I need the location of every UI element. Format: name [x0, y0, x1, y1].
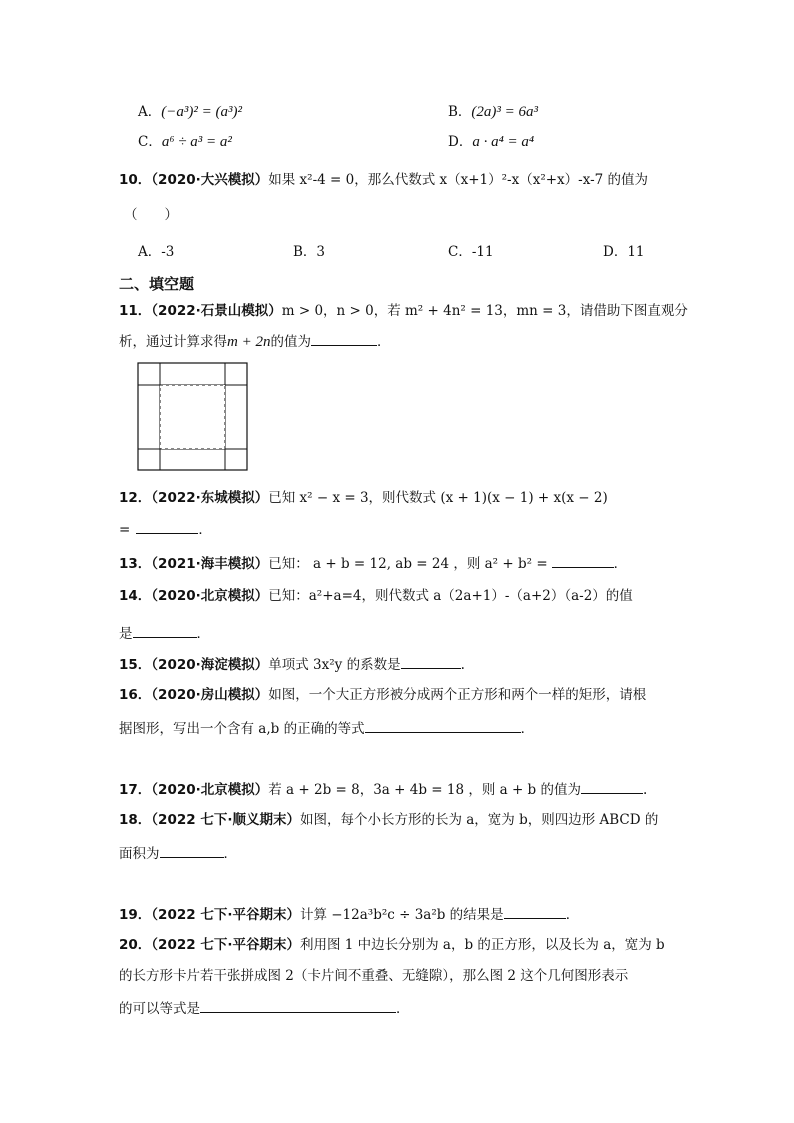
- q16-number: 16．: [119, 687, 152, 703]
- q11-figure: [137, 362, 249, 472]
- q13-number: 13．: [119, 556, 152, 572]
- q19-text: 计算 −12a³b²c ÷ 3a²b 的结果是: [299, 907, 504, 923]
- q14-source: （2020·北京模拟）: [151, 588, 269, 604]
- q17-source: （2020·北京模拟）: [151, 782, 269, 798]
- q12-answer-line: [119, 519, 212, 539]
- q11-line2: [119, 331, 390, 351]
- q10-source: （2020·大兴模拟）: [151, 172, 269, 188]
- q16-answer-blank[interactable]: [365, 718, 521, 733]
- q9-option-d-expr: a · a⁴ = a⁴: [472, 134, 535, 150]
- q20-number: 20．: [119, 937, 152, 953]
- q11-expr: m + 2n: [227, 334, 271, 350]
- q14-text: 已知：a²+a=4，则代数式 a（2a+1）-（a+2）（a-2）的值: [268, 588, 633, 604]
- q13-answer-blank[interactable]: [552, 553, 614, 568]
- q16-text-2: 据图形，写出一个含有 a,b 的正确的等式: [119, 721, 365, 737]
- q20-line3: [119, 998, 410, 1018]
- q20-end: ．: [396, 1001, 410, 1017]
- q11-end: ．: [376, 334, 391, 350]
- q12-number: 12．: [119, 490, 152, 506]
- q19-answer-blank[interactable]: [504, 904, 566, 919]
- q18-source: （2022 七下·顺义期末）: [151, 812, 300, 828]
- q17-text: 若 a + 2b = 8，3a + 4b = 18 ，则 a + b 的值为: [268, 782, 581, 798]
- q14-text-2: 是: [119, 626, 133, 642]
- q14-answer-blank[interactable]: [133, 623, 197, 638]
- q15-number: 15．: [119, 657, 152, 673]
- q15-answer-blank[interactable]: [401, 654, 461, 669]
- q16-line2: [119, 718, 534, 738]
- q15-end: .: [460, 657, 465, 673]
- q10-option-b: B．3: [293, 244, 326, 260]
- q18-end: ．: [223, 846, 237, 862]
- q9-option-d-label: D．: [448, 134, 473, 150]
- q9-option-c-expr: a⁶ ÷ a³ = a²: [161, 134, 232, 150]
- q16-text: 如图，一个大正方形被分成两个正方形和两个一样的矩形，请根: [268, 687, 647, 703]
- q18-text-2: 面积为: [119, 846, 160, 862]
- q16-end: ．: [520, 721, 535, 737]
- q19-source: （2022 七下·平谷期末）: [151, 907, 300, 923]
- q18-line2: [119, 843, 237, 863]
- q10-stem: [119, 171, 648, 189]
- q17-end: .: [643, 782, 648, 798]
- q11-source: （2022·石景山模拟）: [151, 303, 282, 319]
- q14-end: ．: [196, 626, 210, 642]
- q20-source: （2022 七下·平谷期末）: [151, 937, 300, 953]
- q11-answer-blank[interactable]: [311, 331, 377, 346]
- q17-answer-blank[interactable]: [581, 779, 643, 794]
- q12-source: （2022·东城模拟）: [151, 490, 269, 506]
- q9-option-a-expr: (−a³)² = (a³)²: [161, 104, 242, 120]
- q20-line1: [119, 936, 665, 954]
- section-heading-fill-in: 二、填空题: [119, 275, 195, 293]
- q9-option-c: [138, 133, 232, 151]
- q18-text: 如图，每个小长方形的长为 a，宽为 b，则四边形 ABCD 的: [299, 812, 659, 828]
- q12-stem: [119, 489, 608, 507]
- q10-option-a: A．-3: [138, 244, 175, 260]
- q15-text: 单项式 3x²y 的系数是: [268, 657, 401, 673]
- q13-stem: [119, 553, 627, 573]
- q14-answer-line: [119, 623, 210, 643]
- q14-stem: [119, 587, 633, 605]
- q11-number: 11．: [119, 303, 152, 319]
- q9-option-a-label: A．: [138, 104, 162, 120]
- q17-number: 17．: [119, 782, 152, 798]
- q16-source: （2020·房山模拟）: [151, 687, 269, 703]
- q19-end: ．: [565, 907, 580, 923]
- q10-paren: （ ）: [124, 207, 178, 223]
- q12-end: ．: [198, 522, 212, 538]
- q18-number: 18．: [119, 812, 152, 828]
- q11-text-2c: 的值为: [270, 334, 311, 350]
- q15-stem: [119, 654, 465, 674]
- q16-line1: [119, 686, 646, 704]
- q20-text: 利用图 1 中边长分别为 a，b 的正方形，以及长为 a，宽为 b: [299, 937, 665, 953]
- q13-end: ．: [613, 556, 628, 572]
- q12-equals: =: [119, 522, 131, 538]
- q11-text: m > 0，n > 0，若 m² + 4n² = 13，mn = 3，请借助下图直观分: [281, 303, 688, 319]
- q9-option-c-label: C．: [138, 134, 162, 150]
- q9-option-b: [448, 103, 538, 121]
- q20-text-3: 的可以等式是: [119, 1001, 200, 1017]
- q11-line1: [119, 302, 688, 320]
- q11-figure-inner-fill: [160, 385, 225, 449]
- q18-answer-blank[interactable]: [160, 843, 224, 858]
- q10-text: 如果 x²-4 = 0，那么代数式 x（x+1）²-x（x²+x）-x-7 的值为: [268, 172, 649, 188]
- q13-text: 已知： a + b = 12, ab = 24 ，则 a² + b² =: [268, 556, 548, 572]
- q12-answer-blank[interactable]: [136, 519, 198, 534]
- q14-number: 14．: [119, 588, 152, 604]
- q9-option-d: [448, 133, 534, 151]
- q20-answer-blank[interactable]: [200, 998, 396, 1013]
- q12-text: 已知 x² − x = 3，则代数式 (x + 1)(x − 1) + x(x − 2): [268, 490, 608, 506]
- q10-number: 10．: [119, 172, 152, 188]
- q19-stem: [119, 904, 579, 924]
- q18-line1: [119, 811, 658, 829]
- q9-option-b-label: B．: [448, 104, 472, 120]
- q15-source: （2020·海淀模拟）: [151, 657, 269, 673]
- q9-option-a: [138, 103, 242, 121]
- q10-option-d: D．11: [603, 244, 645, 260]
- q19-number: 19．: [119, 907, 152, 923]
- q13-source: （2021·海丰模拟）: [151, 556, 269, 572]
- q11-text-2a: 析，通过计算求得: [119, 334, 227, 350]
- q9-option-b-expr: (2a)³ = 6a³: [471, 104, 539, 120]
- q17-stem: [119, 779, 647, 799]
- q10-option-c: C．-11: [448, 244, 494, 260]
- q20-line2: 的长方形卡片若干张拼成图 2（卡片间不重叠、无缝隙），那么图 2 这个几何图形表示: [119, 968, 629, 984]
